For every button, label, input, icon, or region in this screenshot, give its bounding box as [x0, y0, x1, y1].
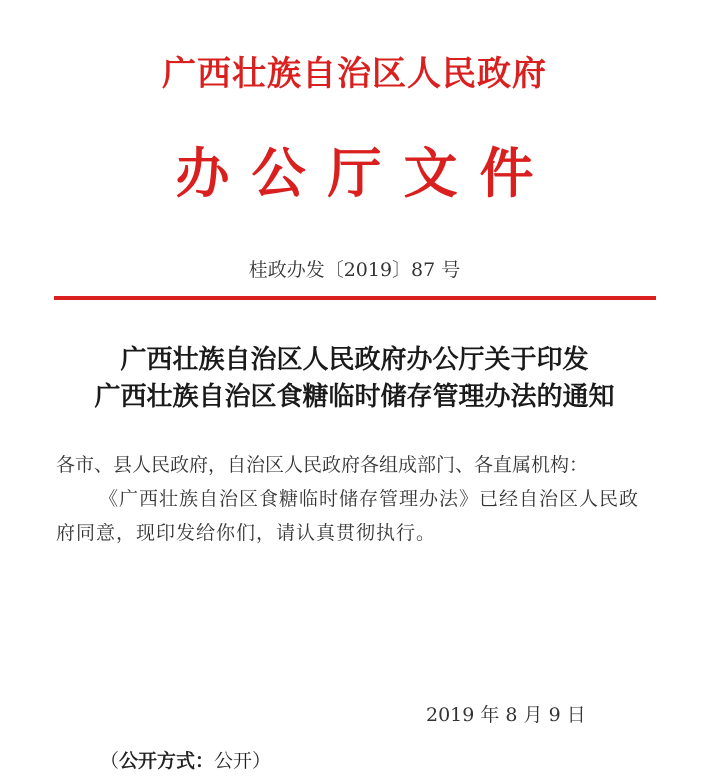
document-number: 桂政办发〔2019〕87 号 — [248, 259, 461, 281]
title-line-1: 广西壮族自治区人民政府办公厅关于印发 — [120, 345, 589, 375]
issuing-organization: 广西壮族自治区人民政府 — [162, 54, 547, 94]
disclosure-label: 公开方式： — [119, 750, 215, 772]
disclosure-open-paren: （ — [100, 750, 120, 772]
title-line-2: 广西壮族自治区食糖临时储存管理办法的通知 — [94, 382, 615, 412]
disclosure-close-paren: ） — [252, 750, 272, 772]
addressee-line: 各市、县人民政府，自治区人民政府各组成部门、各直属机构： — [56, 454, 589, 476]
red-divider-line — [54, 296, 656, 300]
document-title — [0, 342, 709, 416]
body-paragraph: 《广西壮族自治区食糖临时储存管理办法》已经自治区人民政府同意，现印发给你们，请认真贯彻执行。 — [56, 488, 640, 544]
document-type-heading: 办公厅文件 — [175, 141, 556, 205]
issue-date: 2019 年 8 月 9 日 — [426, 704, 586, 726]
disclosure-value: 公开 — [214, 750, 253, 772]
disclosure-note — [100, 746, 271, 776]
